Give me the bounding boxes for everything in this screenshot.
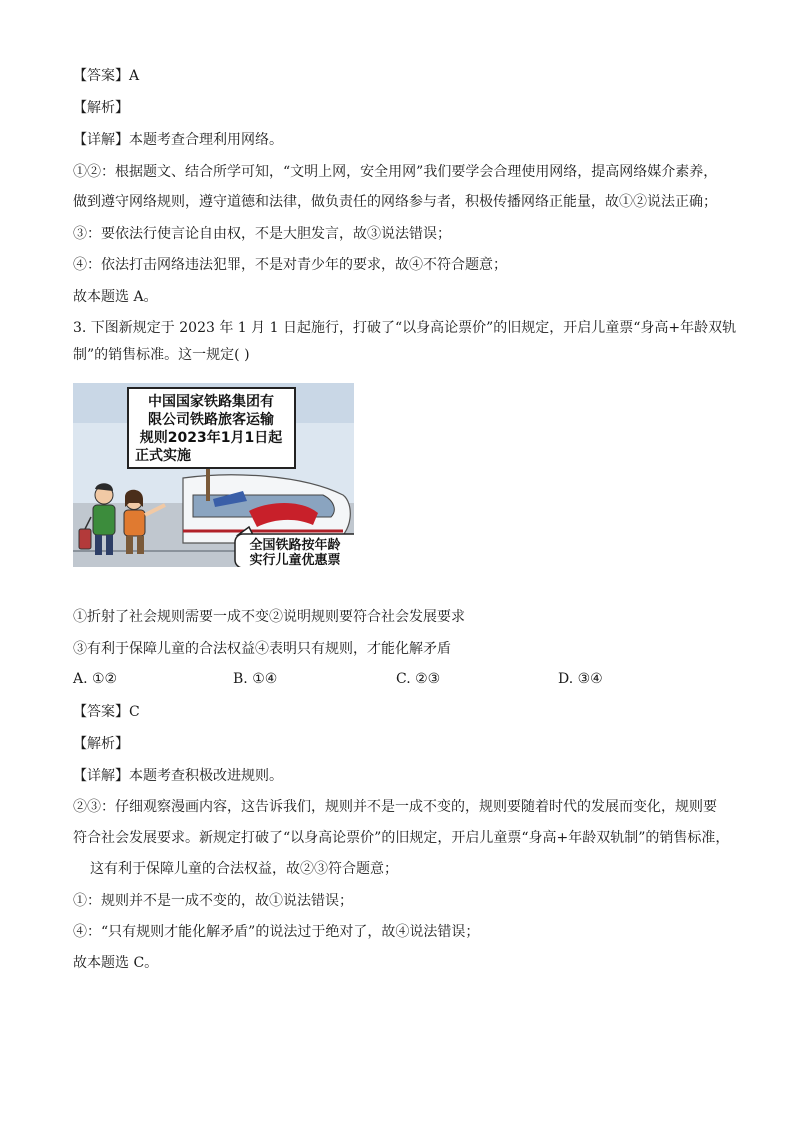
- detail-text: 【详解】本题考查积极改进规则。: [73, 768, 283, 784]
- option-d: D. ③④: [558, 671, 603, 687]
- explanation-line: ④：依法打击网络违法犯罪，不是对青少年的要求，故④不符合题意；: [73, 257, 507, 273]
- conclusion-text: 故本题选 C。: [73, 955, 159, 971]
- question-stem: 制”的销售标准。这一规定( ): [73, 347, 250, 363]
- sign-text-line: 限公司铁路旅客运输: [148, 412, 274, 428]
- statements-line: ①折射了社会规则需要一成不变②说明规则要符合社会发展要求: [73, 609, 465, 625]
- conclusion-text: 故本题选 A。: [73, 289, 158, 305]
- explanation-line: ①：规则并不是一成不变的，故①说法错误；: [73, 893, 353, 909]
- explanation-line: ③：要依法行使言论自由权，不是大胆发言，故③说法错误；: [73, 226, 451, 242]
- option-a: A. ①②: [73, 671, 118, 687]
- explanation-line: 这有利于保障儿童的合法权益，故②③符合题意；: [90, 861, 398, 877]
- railway-cartoon-illustration: [73, 383, 354, 567]
- bubble-text-line: 实行儿童优惠票: [249, 553, 341, 567]
- sign-text-line: 规则2023年1月1日起: [139, 430, 283, 446]
- sign-text-line: 中国国家铁路集团有: [148, 394, 274, 410]
- question-stem: 3. 下图新规定于 2023 年 1 月 1 日起施行，打破了“以身高论票价”的旧规定，开启儿童票“身高+年龄双轨: [73, 320, 737, 336]
- analysis-label: 【解析】: [73, 100, 129, 116]
- explanation-line: ④：“只有规则才能化解矛盾”的说法过于绝对了，故④说法错误；: [73, 924, 480, 940]
- answer-label: 【答案】A: [73, 68, 140, 84]
- answer-label: 【答案】C: [73, 704, 140, 720]
- explanation-line: 做到遵守网络规则，遵守道德和法律，做负责任的网络参与者，积极传播网络正能量，故①②说法正确；: [73, 194, 717, 210]
- answer-options: [73, 671, 723, 691]
- option-b: B. ①④: [233, 671, 278, 687]
- sign-text-line: 正式实施: [135, 448, 191, 464]
- statements-line: ③有利于保障儿童的合法权益④表明只有规则，才能化解矛盾: [73, 641, 451, 657]
- detail-text: 【详解】本题考查合理利用网络。: [73, 132, 283, 148]
- bubble-text-line: 全国铁路按年龄: [249, 538, 341, 553]
- explanation-line: ①②：根据题文、结合所学可知，“文明上网，安全用网”我们要学会合理使用网络，提高网络媒介素养，: [73, 164, 718, 180]
- option-c: C. ②③: [396, 671, 441, 687]
- explanation-line: 符合社会发展要求。新规定打破了“以身高论票价”的旧规定，开启儿童票“身高+年龄双轨制”的销售标准，: [73, 830, 730, 846]
- analysis-label: 【解析】: [73, 736, 129, 752]
- explanation-line: ②③：仔细观察漫画内容，这告诉我们，规则并不是一成不变的，规则要随着时代的发展而变化，规则要: [73, 799, 717, 815]
